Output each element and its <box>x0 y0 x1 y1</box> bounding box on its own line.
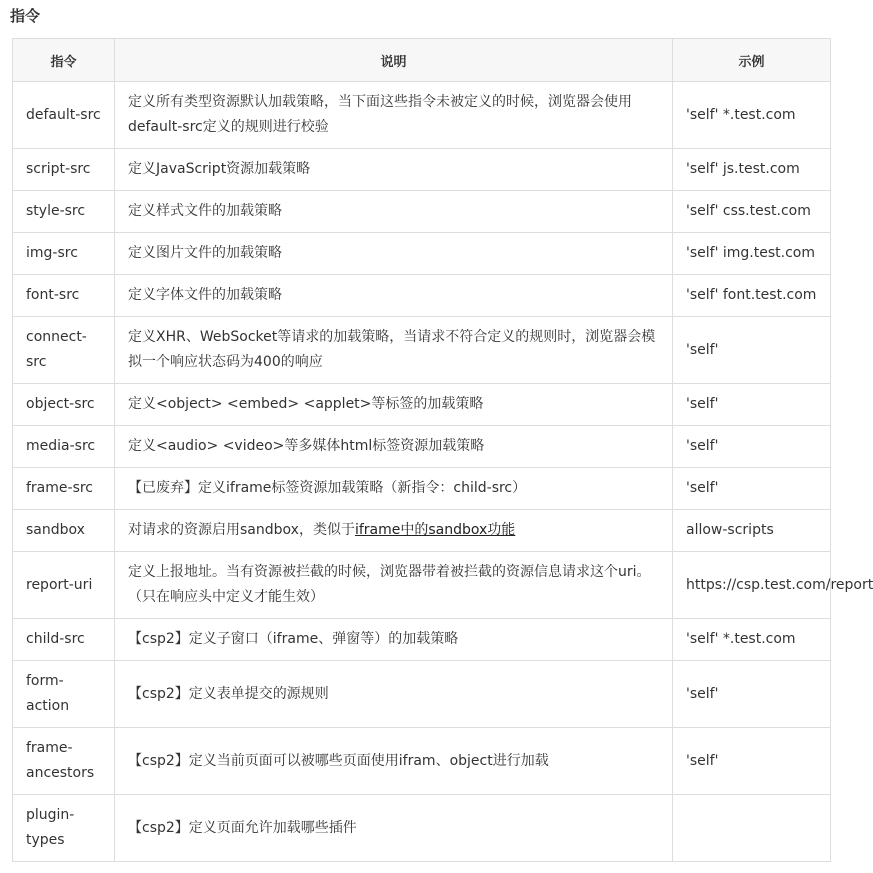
table-body <box>13 82 873 862</box>
directive-cell: child-src <box>13 619 115 661</box>
example-cell: 'self' *.test.com <box>673 619 831 661</box>
description-cell: 定义图片文件的加载策略 <box>115 233 673 275</box>
table-row <box>13 510 831 552</box>
directive-cell: media-src <box>13 426 115 468</box>
example-cell: 'self' css.test.com <box>673 191 831 233</box>
table-row <box>13 191 831 233</box>
header-description: 说明 <box>115 39 673 82</box>
table-row <box>13 275 831 317</box>
example-cell: 'self' <box>673 728 831 795</box>
example-cell: allow-scripts <box>673 510 831 552</box>
example-cell: 'self' font.test.com <box>673 275 831 317</box>
description-cell: 【csp2】定义当前页面可以被哪些页面使用ifram、object进行加载 <box>115 728 673 795</box>
table-header-row <box>13 39 831 82</box>
description-cell: 定义JavaScript资源加载策略 <box>115 149 673 191</box>
example-cell: 'self' <box>673 317 831 384</box>
example-cell: 'self' <box>673 384 831 426</box>
table-row <box>13 317 831 384</box>
example-cell: 'self' <box>673 661 831 728</box>
directive-cell: script-src <box>13 149 115 191</box>
page-title: 指令 <box>10 7 41 25</box>
header-directive: 指令 <box>13 39 115 82</box>
description-cell: 定义XHR、WebSocket等请求的加载策略，当请求不符合定义的规则时，浏览器会模拟一个响应状态码为400的响应 <box>115 317 673 384</box>
description-cell: 定义样式文件的加载策略 <box>115 191 673 233</box>
description-cell: 定义上报地址。当有资源被拦截的时候，浏览器带着被拦截的资源信息请求这个uri。（只在响应头中定义才能生效） <box>115 552 673 619</box>
directive-cell: style-src <box>13 191 115 233</box>
example-cell: 'self' img.test.com <box>673 233 831 275</box>
table-row <box>13 728 831 795</box>
directive-cell: sandbox <box>13 510 115 552</box>
directive-cell: font-src <box>13 275 115 317</box>
directive-cell: plugin-types <box>13 795 115 862</box>
table-row <box>13 82 831 149</box>
description-cell: 【已废弃】定义iframe标签资源加载策略（新指令：child-src） <box>115 468 673 510</box>
directive-cell: object-src <box>13 384 115 426</box>
table-row <box>13 149 831 191</box>
example-cell: 'self' *.test.com <box>673 82 831 149</box>
directive-cell: report-uri <box>13 552 115 619</box>
table-row <box>13 795 831 862</box>
directive-cell: img-src <box>13 233 115 275</box>
directive-cell: frame-src <box>13 468 115 510</box>
example-cell <box>673 795 831 862</box>
example-cell: https://csp.test.com/report <box>673 552 831 619</box>
description-cell: 【csp2】定义页面允许加载哪些插件 <box>115 795 673 862</box>
example-cell: 'self' js.test.com <box>673 149 831 191</box>
header-example: 示例 <box>673 39 831 82</box>
directive-cell: connect-src <box>13 317 115 384</box>
description-cell: 定义字体文件的加载策略 <box>115 275 673 317</box>
table-row <box>13 233 831 275</box>
table-row <box>13 384 831 426</box>
description-text: 对请求的资源启用sandbox，类似于 <box>128 522 355 538</box>
description-cell: 定义所有类型资源默认加载策略，当下面这些指令未被定义的时候，浏览器会使用default-src定义的规则进行校验 <box>115 82 673 149</box>
table-row <box>13 661 831 728</box>
description-cell <box>115 510 673 552</box>
directive-cell: default-src <box>13 82 115 149</box>
example-cell: 'self' <box>673 426 831 468</box>
description-cell: 【csp2】定义子窗口（iframe、弹窗等）的加载策略 <box>115 619 673 661</box>
table-row <box>13 552 831 619</box>
description-cell: 定义<object> <embed> <applet>等标签的加载策略 <box>115 384 673 426</box>
sandbox-reference-link[interactable]: iframe中的sandbox功能 <box>354 522 516 538</box>
description-cell: 定义<audio> <video>等多媒体html标签资源加载策略 <box>115 426 673 468</box>
table-row <box>13 468 831 510</box>
directive-cell: form-action <box>13 661 115 728</box>
description-cell: 【csp2】定义表单提交的源规则 <box>115 661 673 728</box>
table-row <box>13 619 831 661</box>
example-cell: 'self' <box>673 468 831 510</box>
table-row <box>13 426 831 468</box>
csp-directives-table <box>12 38 873 862</box>
directive-cell: frame-ancestors <box>13 728 115 795</box>
